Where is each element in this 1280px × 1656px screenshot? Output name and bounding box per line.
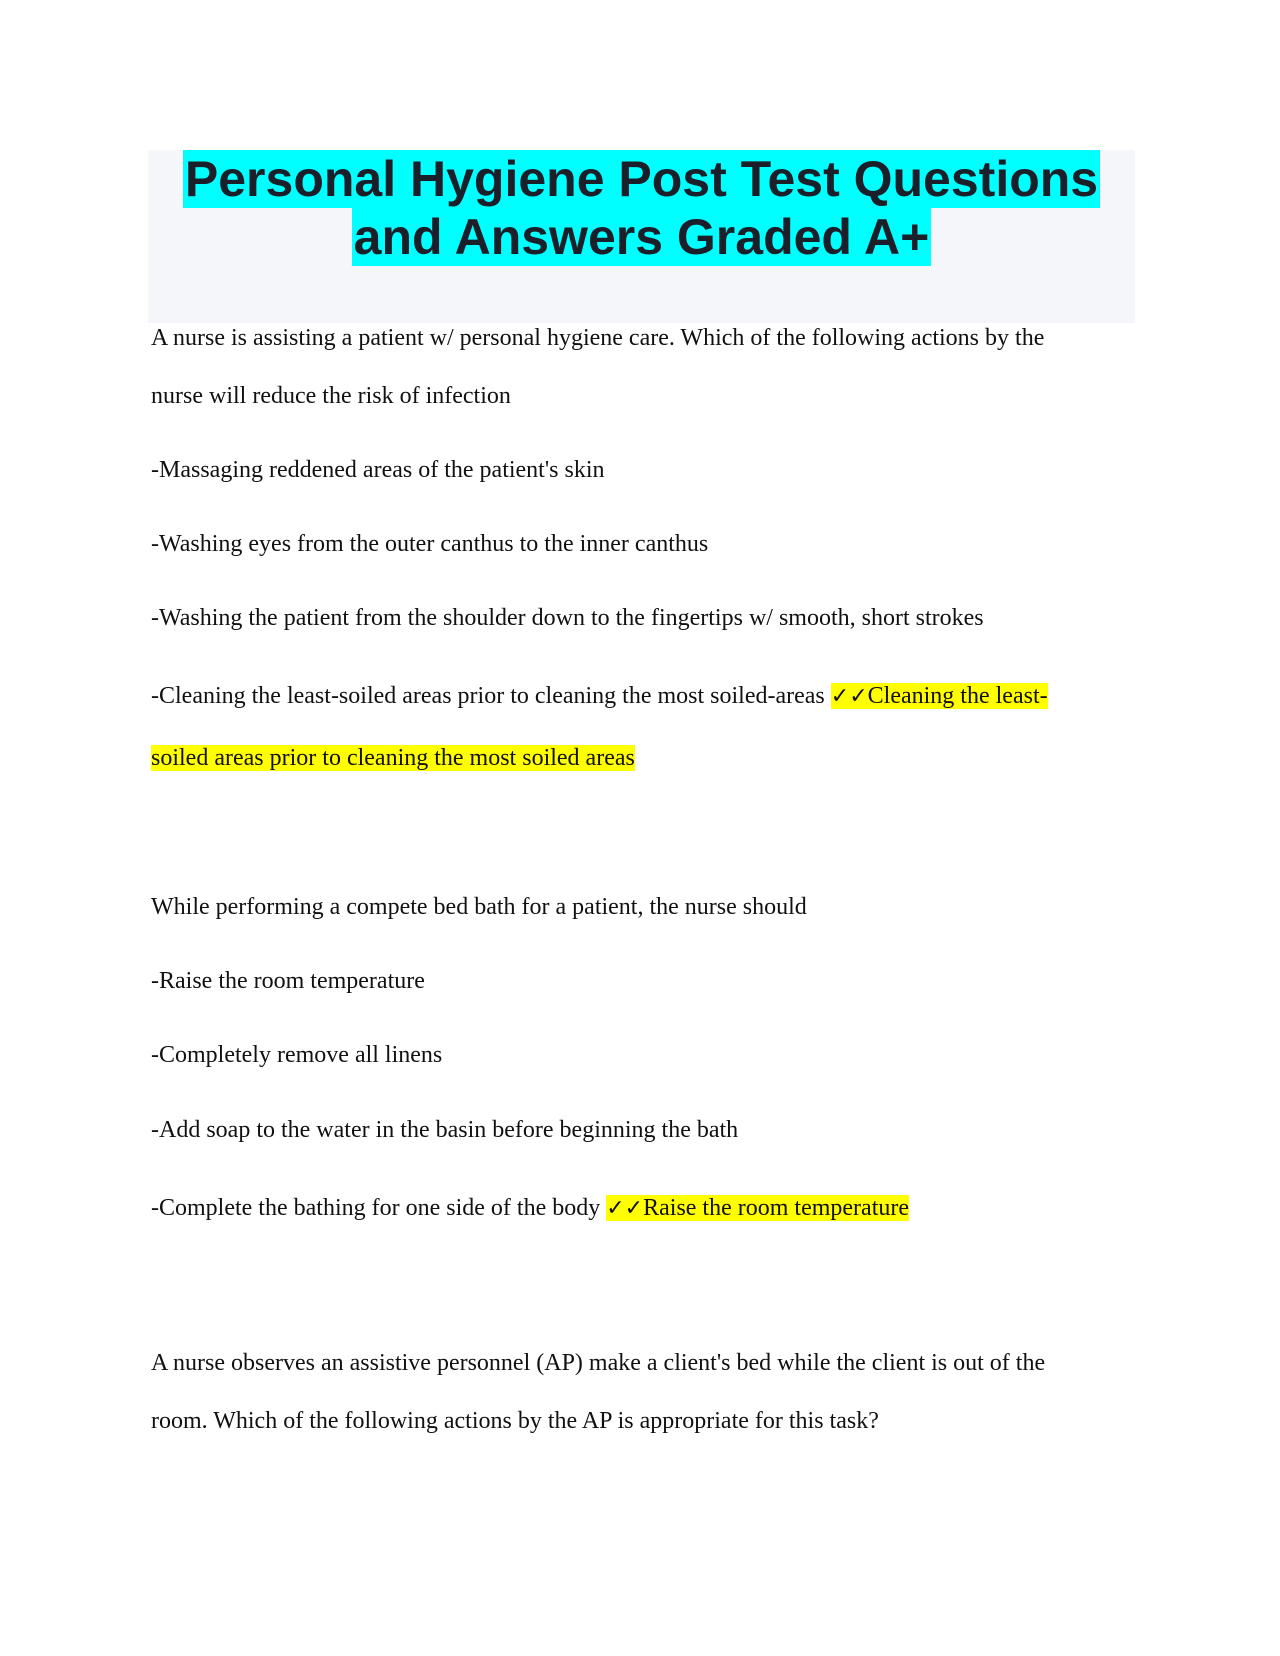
q1-answer-line-1: Cleaning the least-: [867, 683, 1048, 709]
q1-question-line-2: nurse will reduce the risk of infection: [151, 383, 511, 409]
title-box: [148, 150, 1135, 323]
q2-option-1: -Raise the room temperature: [151, 968, 425, 994]
double-check-icon: ✓✓: [830, 684, 868, 709]
document-title-line-1: Personal Hygiene Post Test Questions: [184, 151, 1099, 207]
q1-answer-row-2: [151, 744, 635, 772]
q1-option-4: -Cleaning the least-soiled areas prior to cleaning the most soiled-areas: [151, 683, 825, 709]
q2-option-3: -Add soap to the water in the basin before beginning the bath: [151, 1117, 739, 1143]
q2-answer: Raise the room temperature: [643, 1195, 910, 1221]
q2-question: While performing a compete bed bath for a patient, the nurse should: [151, 894, 807, 920]
q1-option-1: -Massaging reddened areas of the patient's skin: [151, 457, 605, 483]
q2-answer-highlight: [606, 1195, 909, 1221]
q1-answer-line-2: soiled areas prior to cleaning the most soiled areas: [151, 745, 635, 771]
q3-question-line-1: A nurse observes an assistive personnel (AP) make a client's bed while the client is out of the: [151, 1350, 1046, 1376]
q2-option-2: -Completely remove all linens: [151, 1042, 443, 1068]
q1-option-2: -Washing eyes from the outer canthus to the inner canthus: [151, 531, 709, 557]
q1-option-3: -Washing the patient from the shoulder down to the fingertips w/ smooth, short strokes: [151, 605, 984, 631]
q3-question-line-2: room. Which of the following actions by the AP is appropriate for this task?: [151, 1408, 879, 1434]
document-title-line-2: and Answers Graded A+: [353, 209, 930, 265]
q1-answer-highlight: [831, 683, 1048, 709]
q2-option-4-row: [151, 1194, 909, 1223]
q1-option-4-row: [151, 682, 1048, 711]
double-check-icon: ✓✓: [606, 1196, 644, 1221]
q1-question-line-1: A nurse is assisting a patient w/ personal hygiene care. Which of the following actions by the: [151, 325, 1045, 351]
q2-option-4: -Complete the bathing for one side of the body: [151, 1195, 601, 1221]
